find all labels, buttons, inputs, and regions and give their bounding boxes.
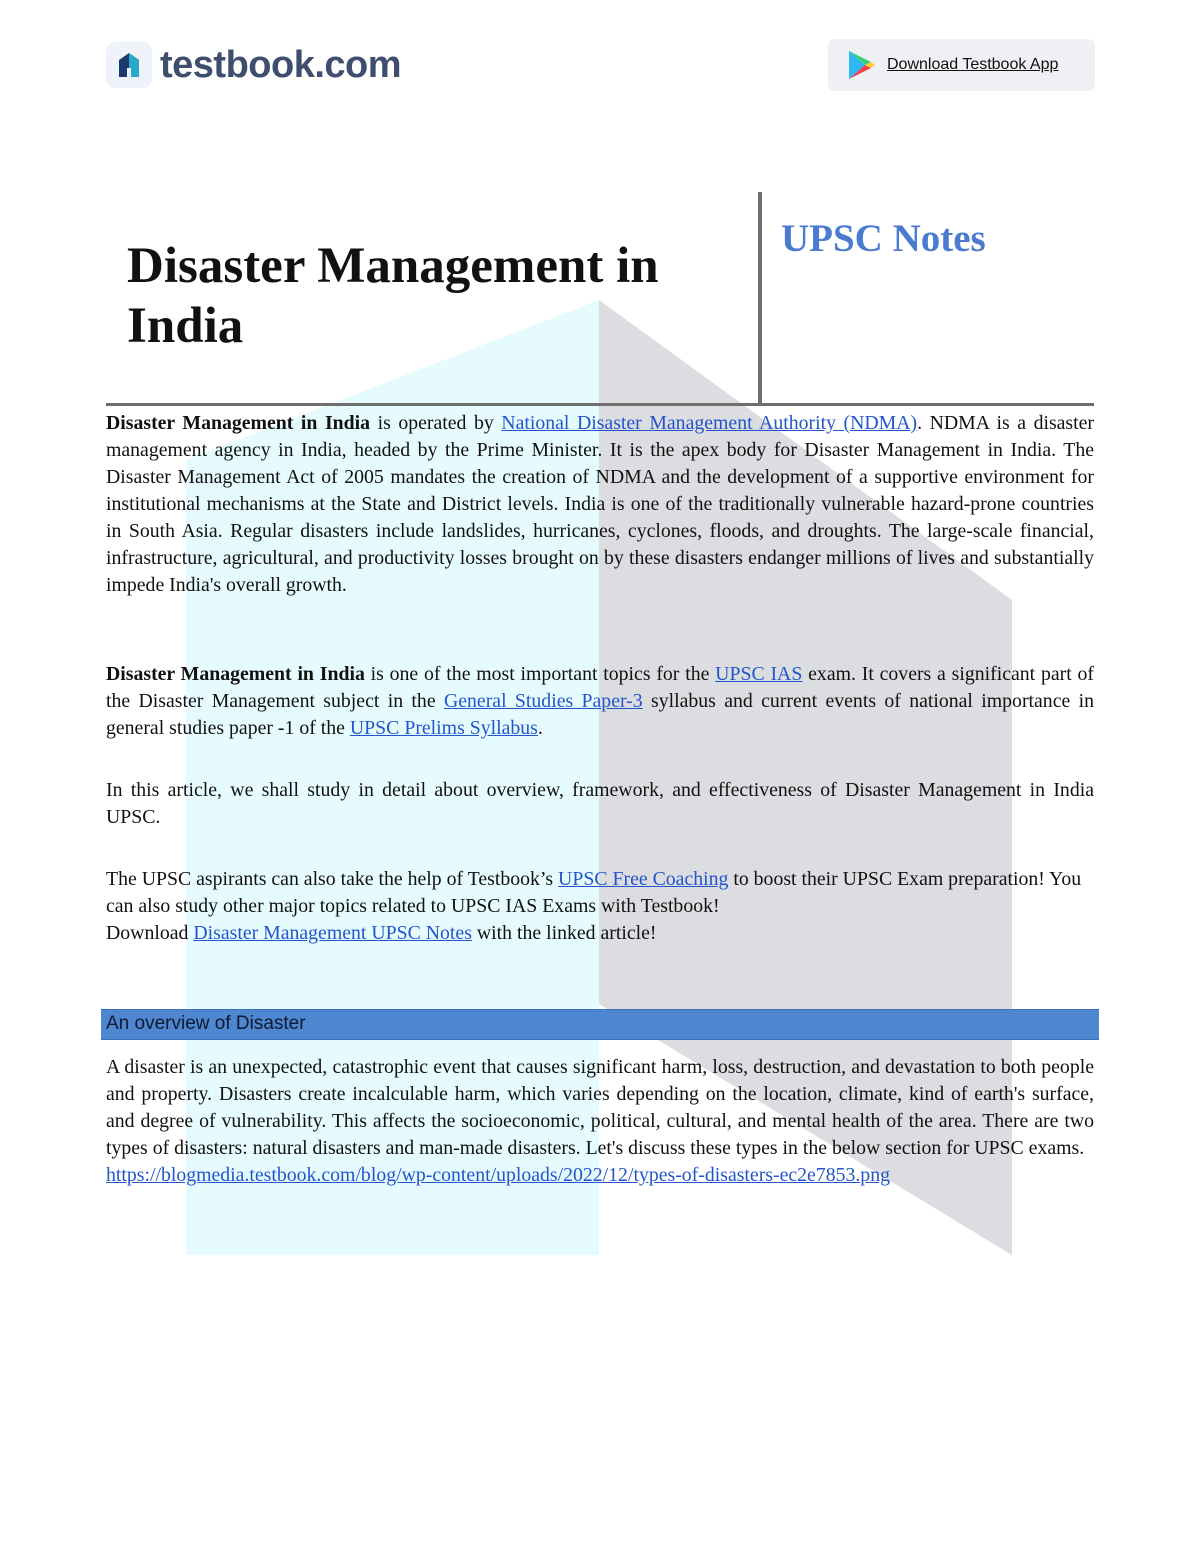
page-title: Disaster Management in India [127,238,659,354]
text-run: is one of the most important topics for the [364,663,716,685]
text-run: Download [106,922,194,944]
download-app-button[interactable] [828,39,1095,91]
text-run: A disaster is an unexpected, catastrophic event that causes significant harm, loss, destruction, and devastation to both people and property. Disasters create incalculable harm, which varies depending on the location, climate, kind of earth's surface, and degree of vulnerability. This affects the socioeconomic, political, cultural, and mental health of the area. There are two types of disasters: natural disasters and man-made disasters. Let's discuss these types in the below section for UPSC exams. [106,1056,1094,1159]
title-divider-vertical [758,192,762,406]
importance-paragraph [106,661,1094,742]
coaching-paragraph [106,866,1094,947]
text-run: syllabus and current events of national importance in general studies paper -1 of the [106,690,1094,739]
text-run: The UPSC aspirants can also take the help of Testbook’s [106,868,559,890]
text-run: . NDMA is a disaster management agency in India, headed by the Prime Minister. It is the apex body for Disaster Management in India. The Disaster Management Act of 2005 mandates the creation of NDMA and the development of a supportive environment for institutional mechanisms at the State and District levels. India is one of the traditionally vulnerable hazard-prone countries in South Asia. Regular disasters include landslides, hurricanes, cyclones, floods, and droughts. The large-scale financial, infrastructure, agricultural, and productivity losses brought on by these disasters endanger millions of lives and substantially impede India's overall growth. [106,412,1094,596]
overview-paragraph [106,1054,1094,1189]
upsc-ias-link[interactable]: UPSC IAS [715,663,803,685]
prelims-syllabus-link[interactable]: UPSC Prelims Syllabus [349,717,538,739]
article-scope-paragraph: In this article, we shall study in detail about overview, framework, and effectiveness of Disaster Management in India UPSC. [106,779,1094,828]
upsc-notes-link[interactable]: Disaster Management UPSC Notes [193,922,472,944]
ndma-link[interactable]: National Disaster Management Authority (NDMA) [501,412,918,434]
intro-paragraph [106,410,1094,599]
text-run: . [537,717,543,739]
bold-lead: Disaster Management in India [106,663,365,685]
section-heading-bar [101,1009,1099,1040]
text-run: to boost their UPSC Exam preparation! You can also study other major topics related to UPSC IAS Exams with Testbook! [106,868,1082,917]
testbook-logo-icon [106,42,152,88]
testbook-logo[interactable] [106,42,401,88]
text-run: with the linked article! [471,922,657,944]
section-heading: An overview of Disaster [106,1013,306,1034]
logo-text: testbook.com [160,43,402,86]
title-divider-horizontal [106,403,1094,406]
types-of-disasters-image-link[interactable]: https://blogmedia.testbook.com/blog/wp-content/uploads/2022/12/types-of-disasters-ec2e7853.png [106,1164,890,1186]
bold-lead: Disaster Management in India [106,412,371,434]
free-coaching-link[interactable]: UPSC Free Coaching [558,868,729,890]
download-app-label: Download Testbook App [887,56,1059,73]
upsc-notes-badge: UPSC Notes [781,217,986,260]
text-run: is operated by [370,412,502,434]
google-play-icon [845,49,877,81]
gs-paper-3-link[interactable]: General Studies Paper-3 [443,690,643,712]
text-run: exam. It covers a significant part of the Disaster Management subject in the [106,663,1094,712]
